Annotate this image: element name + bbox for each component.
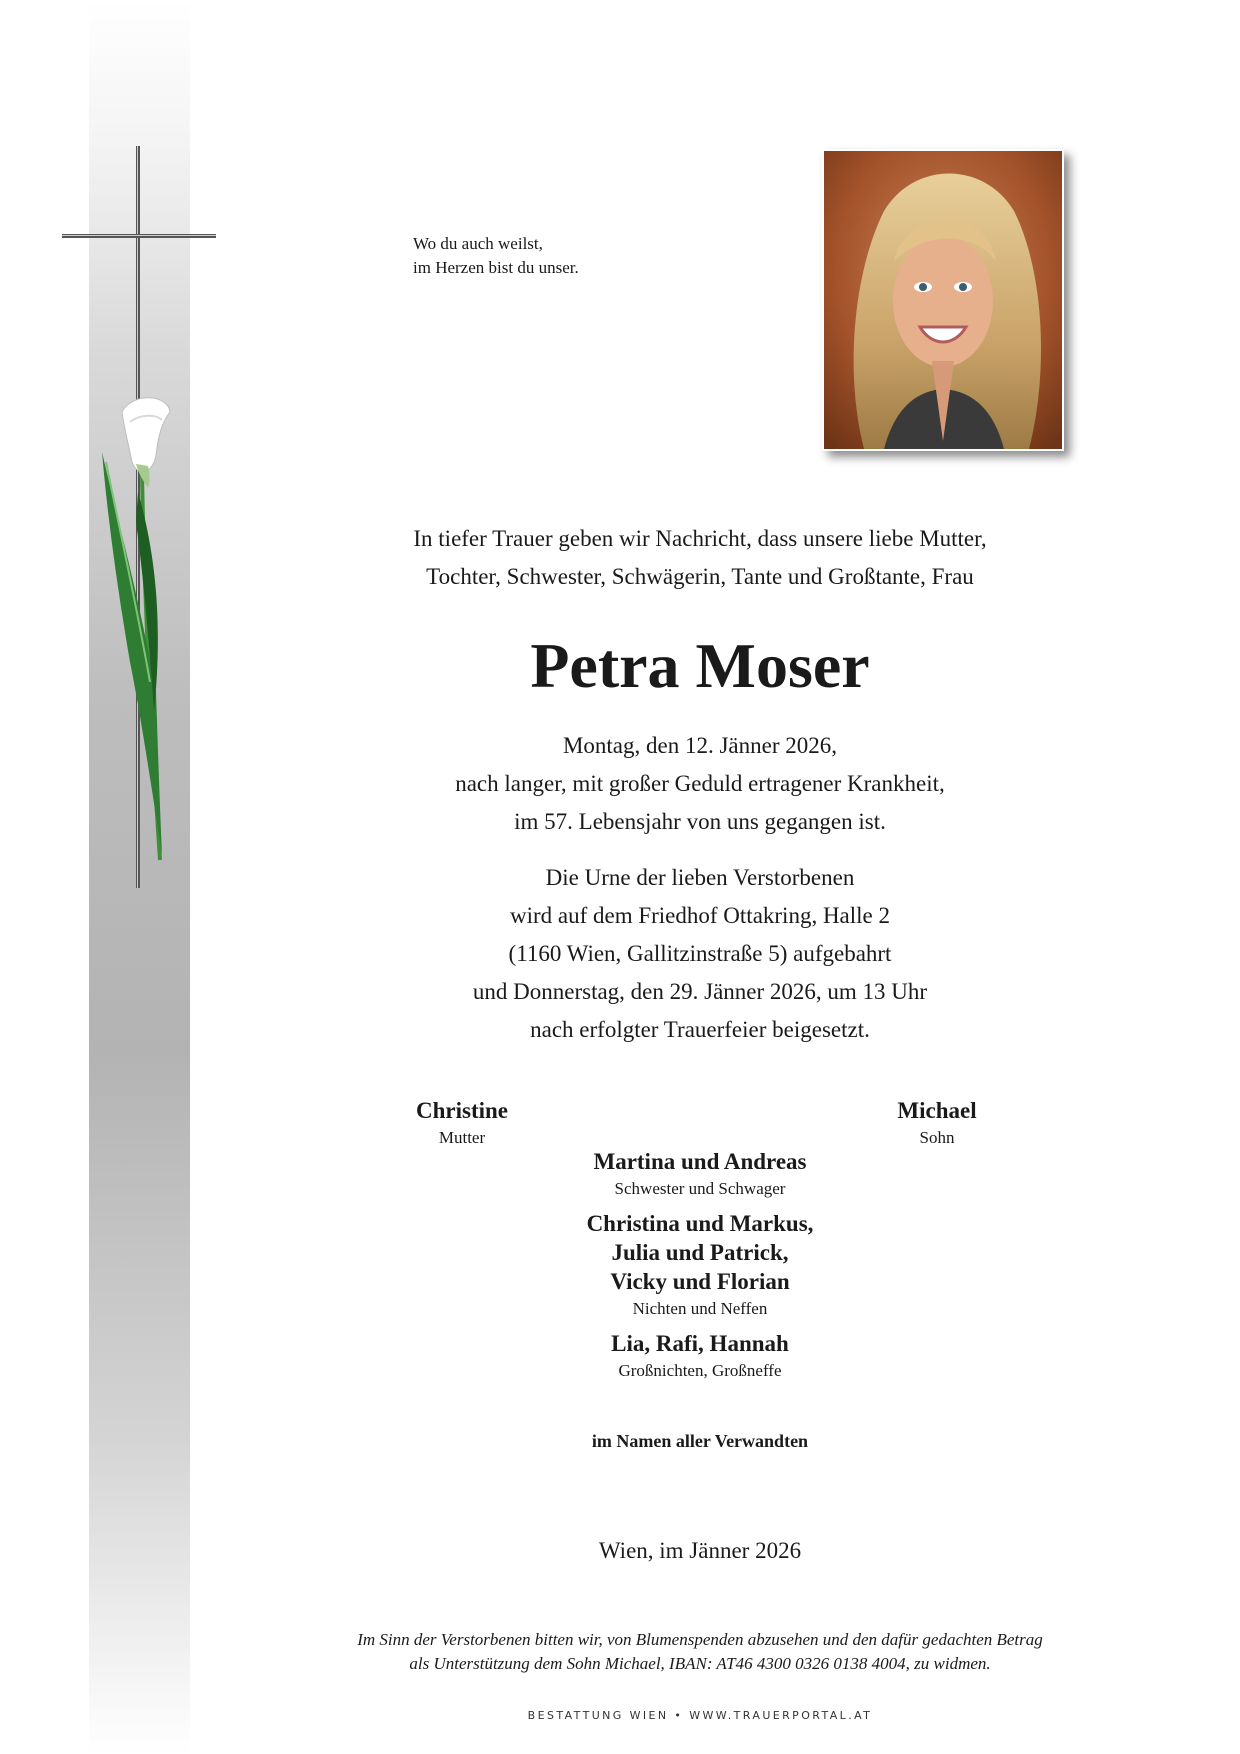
all-relatives-line: im Namen aller Verwandten	[591, 1431, 809, 1451]
portrait-photo	[822, 149, 1064, 451]
mourner-name: Martina und Andreas	[593, 1149, 807, 1174]
mourner-siblings	[520, 1147, 880, 1202]
death-line: nach langer, mit großer Geduld ertragener Krankheit,	[455, 771, 945, 796]
mourner-name: Christina und Markus,	[586, 1211, 814, 1236]
death-line: im 57. Lebensjahr von uns gegangen ist.	[514, 809, 886, 834]
note-line: als Unterstützung dem Sohn Michael, IBAN: AT46 4300 0326 0138 4004, zu widmen.	[409, 1654, 991, 1673]
funeral-details	[360, 859, 1040, 1049]
death-notice	[360, 727, 1040, 841]
mourner-mother	[380, 1096, 544, 1151]
mourner-relation: Schwester und Schwager	[614, 1179, 786, 1198]
funeral-line: wird auf dem Friedhof Ottakring, Halle 2	[509, 903, 891, 928]
note-line: Im Sinn der Verstorbenen bitten wir, von Blumenspenden abzusehen und den dafür gedachten Betrag	[357, 1630, 1043, 1649]
mourner-name: Michael	[897, 1098, 977, 1123]
intro-line: Tochter, Schwester, Schwägerin, Tante und Großtante, Frau	[426, 564, 974, 589]
announcement-intro	[360, 520, 1040, 596]
mourner-nieces-nephews	[520, 1209, 880, 1322]
death-line: Montag, den 12. Jänner 2026,	[562, 733, 838, 758]
mourner-name: Julia und Patrick,	[611, 1240, 789, 1265]
calla-lily-icon	[98, 392, 188, 862]
verse-line: im Herzen bist du unser.	[413, 258, 579, 277]
funeral-line: nach erfolgter Trauerfeier beigesetzt.	[530, 1017, 870, 1042]
mourner-relation: Sohn	[919, 1128, 955, 1147]
verse-line: Wo du auch weilst,	[413, 234, 543, 253]
memorial-verse	[413, 232, 579, 280]
mourner-grand-nieces	[520, 1329, 880, 1384]
mourner-name: Vicky und Florian	[610, 1269, 790, 1294]
mourner-relation: Nichten und Neffen	[632, 1299, 768, 1318]
donation-note	[280, 1628, 1120, 1676]
mourner-son	[857, 1096, 1017, 1151]
mourner-relation: Großnichten, Großneffe	[618, 1361, 782, 1380]
mourner-relation: Mutter	[438, 1128, 486, 1147]
mourner-name: Christine	[416, 1098, 508, 1123]
funeral-line: und Donnerstag, den 29. Jänner 2026, um 13 Uhr	[472, 979, 928, 1004]
mourner-name: Lia, Rafi, Hannah	[611, 1331, 789, 1356]
deceased-name: Petra Moser	[530, 630, 870, 701]
funeral-line: Die Urne der lieben Verstorbenen	[545, 865, 855, 890]
footer-credit: BESTATTUNG WIEN • WWW.TRAUERPORTAL.AT	[527, 1709, 873, 1722]
funeral-line: (1160 Wien, Gallitzinstraße 5) aufgebahrt	[508, 941, 892, 966]
place-date: Wien, im Jänner 2026	[598, 1538, 802, 1563]
intro-line: In tiefer Trauer geben wir Nachricht, dass unsere liebe Mutter,	[413, 526, 987, 551]
